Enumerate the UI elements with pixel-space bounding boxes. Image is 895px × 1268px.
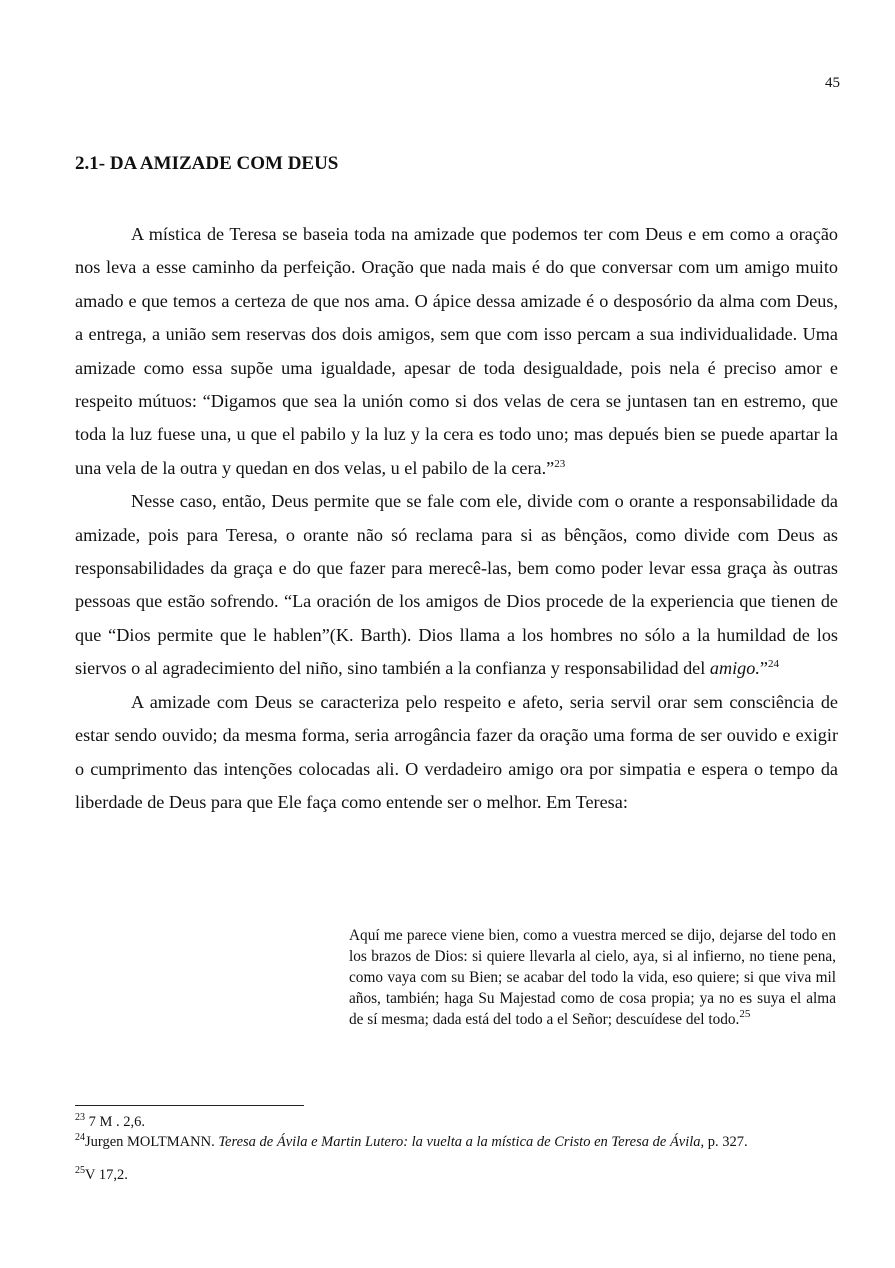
footnotes	[75, 1112, 815, 1185]
footnote-25	[75, 1165, 815, 1185]
block-quote-text: Aquí me parece viene bien, como a vuestra merced se dijo, dejarse del todo en los brazos de Dios: si quiere llevarla al cielo, aya, si al infierno, no tiene pena, como vaya com su Bien; se acabar del todo la vida, eso quiere; si que viva mil años, también; haga Su Majestad como de cosa propia; ya no es suya el alma de sí mesma; dada está del todo a el Señor; descuídese del todo.	[349, 927, 836, 1028]
footnote-title: Teresa de Ávila e Martin Lutero: la vuelta a la mística de Cristo en Teresa de Ávila	[218, 1134, 701, 1150]
footnote-text: Jurgen MOLTMANN.	[85, 1134, 219, 1150]
footnote-divider	[75, 1105, 304, 1106]
paragraph-2-close: ”	[759, 658, 768, 679]
footnote-23	[75, 1112, 815, 1132]
page-number: 45	[825, 75, 840, 91]
paragraph-2-emphasis: amigo.	[709, 658, 760, 679]
block-quote	[349, 925, 836, 1030]
footnote-mark: 23	[75, 1112, 85, 1123]
paragraph-2	[75, 485, 838, 685]
footnote-text: V 17,2.	[85, 1167, 128, 1183]
body-text	[75, 218, 838, 819]
footnote-24	[75, 1132, 815, 1152]
footnote-text: 7 M . 2,6.	[85, 1114, 146, 1130]
footnote-ref-23: 23	[554, 457, 566, 470]
section-heading: 2.1- DA AMIZADE COM DEUS	[75, 153, 339, 174]
paragraph-2-text: Nesse caso, então, Deus permite que se fale com ele, divide com o orante a responsabilidade da amizade, pois para Teresa, o orante não só reclama para si as bênçãos, como divide com Deus as responsabilidades da graça e do que fazer para merecê-las, bem como poder levar essa graça às outras pessoas que estão sofrendo. “La oración de los amigos de Dios procede de la experiencia que tienen de que “Dios permite que le hablen”(K. Barth). Dios llama a los hombres no sólo a la humildad de los siervos o al agradecimiento del niño, sino también a la confianza y responsabilidad del	[75, 491, 838, 679]
footnote-mark: 25	[75, 1165, 85, 1176]
paragraph-3	[75, 686, 838, 820]
paragraph-3-text: A amizade com Deus se caracteriza pelo respeito e afeto, seria servil orar sem consciência de estar sendo ouvido; da mesma forma, seria arrogância fazer da oração uma forma de ser ouvido e exigir o cumprimento das intenções colocadas ali. O verdadeiro amigo ora por simpatia e espera o tempo da liberdade de Deus para que Ele faça como entende ser o melhor. Em Teresa:	[75, 691, 838, 812]
footnote-ref-25: 25	[739, 1008, 751, 1020]
paragraph-1-text: A mística de Teresa se baseia toda na amizade que podemos ter com Deus e em como a oração nos leva a esse caminho da perfeição. Oração que nada mais é do que conversar com um amigo muito amado e que temos a certeza de que nos ama. O ápice dessa amizade é o desposório da alma com Deus, a entrega, a união sem reservas dos dois amigos, sem que com isso percam a sua individualidade. Uma amizade como essa supõe uma igualdade, apesar de toda desigualdade, pois nela é preciso amor e respeito mútuos: “Digamos que sea la unión como si dos velas de cera se juntasen tan en estremo, que toda la luz fuese una, u que el pabilo y la luz y la cera es todo uno; mas depués bien se puede apartar la una vela de la outra y quedan en dos velas, u el pabilo de la cera.”	[75, 224, 838, 478]
footnote-mark: 24	[75, 1132, 85, 1143]
footnote-ref-24: 24	[767, 658, 779, 671]
paragraph-1	[75, 218, 838, 485]
footnote-tail: , p. 327.	[700, 1134, 748, 1150]
